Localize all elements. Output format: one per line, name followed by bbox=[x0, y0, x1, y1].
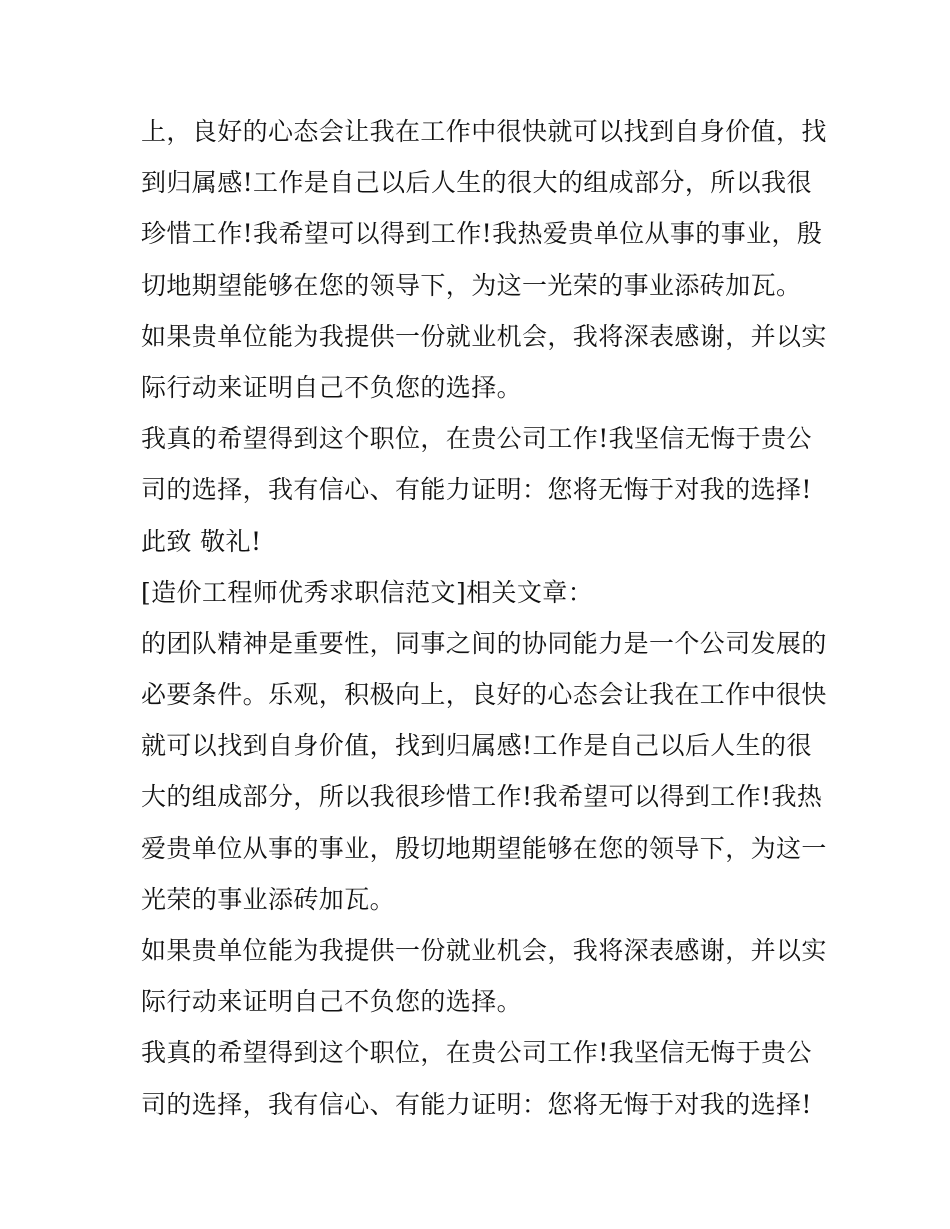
body-text bbox=[141, 106, 827, 1130]
text-line: 切地期望能够在您的领导下，为这一光荣的事业添砖加瓦。 bbox=[141, 270, 802, 300]
related-articles-heading: [造价工程师优秀求职信范文]相关文章： bbox=[141, 577, 594, 607]
closing-salutation: 此致 敬礼! bbox=[141, 526, 262, 556]
text-line: 际行动来证明自己不负您的选择。 bbox=[141, 372, 523, 402]
text-line: 必要条件。乐观，积极向上，良好的心态会让我在工作中很快 bbox=[141, 680, 827, 710]
text-line: 际行动来证明自己不负您的选择。 bbox=[141, 987, 523, 1017]
text-line: 的团队精神是重要性，同事之间的协同能力是一个公司发展的 bbox=[141, 628, 827, 658]
text-line: 上，良好的心态会让我在工作中很快就可以找到自身价值，找 bbox=[141, 117, 827, 146]
text-line: 如果贵单位能为我提供一份就业机会，我将深表感谢，并以实 bbox=[141, 321, 827, 351]
text-line: 我真的希望得到这个职位，在贵公司工作!我坚信无悔于贵公 bbox=[141, 1038, 812, 1068]
text-line: 就可以找到自身价值，找到归属感!工作是自己以后人生的很 bbox=[141, 731, 812, 761]
text-line: 到归属感!工作是自己以后人生的很大的组成部分，所以我很 bbox=[141, 168, 812, 198]
text-line: 司的选择，我有信心、有能力证明：您将无悔于对我的选择! bbox=[141, 475, 812, 505]
text-line: 司的选择，我有信心、有能力证明：您将无悔于对我的选择! bbox=[141, 1089, 812, 1119]
text-line: 珍惜工作!我希望可以得到工作!我热爱贵单位从事的事业，殷 bbox=[141, 219, 823, 249]
text-line: 如果贵单位能为我提供一份就业机会，我将深表感谢，并以实 bbox=[141, 936, 827, 965]
text-line: 爱贵单位从事的事业，殷切地期望能够在您的领导下，为这一 bbox=[141, 833, 827, 863]
text-line: 大的组成部分，所以我很珍惜工作!我希望可以得到工作!我热 bbox=[141, 782, 823, 812]
text-line: 我真的希望得到这个职位，在贵公司工作!我坚信无悔于贵公 bbox=[141, 424, 812, 454]
text-line: 光荣的事业添砖加瓦。 bbox=[141, 884, 396, 914]
